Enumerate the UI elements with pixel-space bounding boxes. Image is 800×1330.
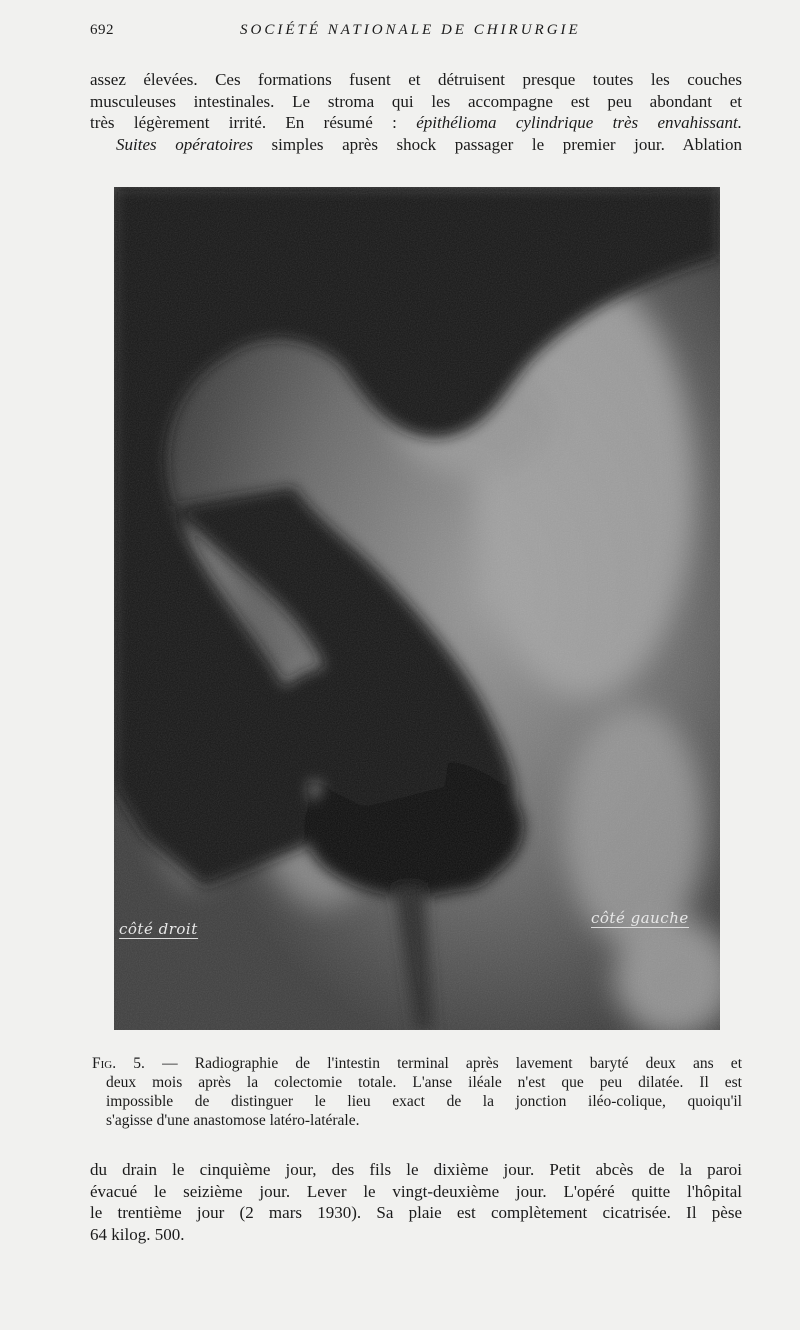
running-head [90,22,745,46]
text-line: le trentième jour (2 mars 1930). Sa plaie est complètement cicatrisée. Il pèse [90,1203,742,1222]
journal-title: SOCIÉTÉ NATIONALE DE CHIRURGIE [240,22,581,38]
emphasis-text: épithélioma cylindrique très envahissant. [416,113,742,132]
caption-text: — Radiographie de l'intestin terminal après lavement baryté deux ans et [144,1055,742,1072]
caption-line: deux mois après la colectomie totale. L'anse iléale n'est que peu dilatée. Il est [106,1074,742,1091]
page-number: 692 [90,22,114,38]
body-text-top [90,69,742,155]
text-fragment: simples après shock passager le premier jour. Ablation [252,134,742,154]
caption-line [92,1054,742,1073]
text-fragment: très légèrement irrité. En résumé : [90,113,417,132]
text-line: 64 kilog. 500. [90,1224,185,1244]
radiograph-figure [114,187,720,1030]
text-line: musculeuses intestinales. Le stroma qui les accompagne est peu abondant et [90,91,742,111]
text-line: du drain le cinquième jour, des fils le dixième jour. Petit abcès de la paroi [90,1160,742,1179]
radiograph-image [114,187,720,1030]
caption-line: s'agisse d'une anastomose latéro-latérale. [106,1112,360,1129]
text-line: assez élevées. Ces formations fusent et détruisent presque toutes les couches [90,70,742,89]
emphasis-text: Suites opératoires [116,134,253,154]
figure-number: Fig. 5. [92,1055,145,1072]
text-line [90,112,742,134]
caption-line: impossible de distinguer le lieu exact de la jonction iléo-colique, quoiqu'il [106,1093,742,1110]
text-line: évacué le seizième jour. Lever le vingt-deuxième jour. L'opéré quitte l'hôpital [90,1181,742,1201]
handwritten-label-left-side: côté gauche [591,909,689,927]
handwritten-label-right-side: côté droit [119,920,198,938]
body-text-bottom [90,1159,742,1245]
text-line [90,134,742,156]
figure-caption [92,1054,742,1130]
